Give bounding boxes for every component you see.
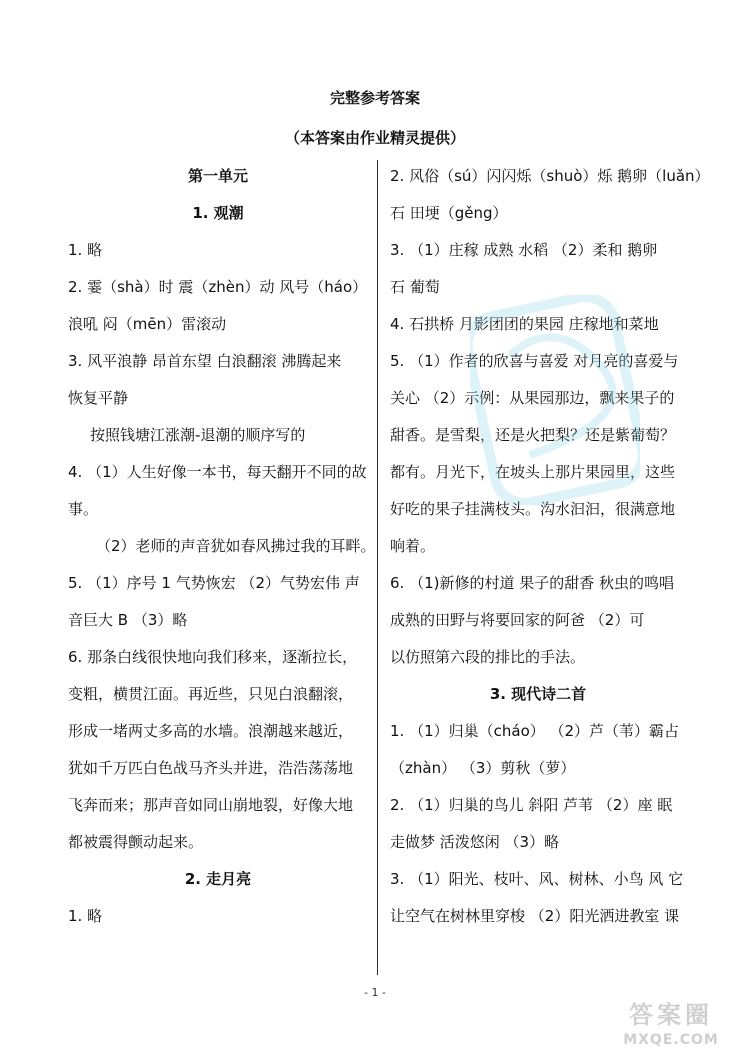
page-subtitle: （本答案由作业精灵提供） (284, 129, 465, 147)
text-line: 3. （1）庄稼 成熟 水稻 （2）柔和 鹅卵 (390, 241, 658, 259)
page-title: 完整参考答案 (329, 89, 420, 107)
text-line: 5. （1）作者的欣喜与喜爱 对月亮的喜爱与 (390, 352, 679, 370)
text-line: 都有。月光下，在坡头上那片果园里，这些 (390, 463, 676, 481)
text-line: 1. 略 (68, 241, 103, 259)
text-line: 走做梦 活泼悠闲 （3）略 (390, 833, 560, 851)
watermark-url: MXQE.COM (623, 1032, 719, 1048)
section-heading: 1. 观潮 (192, 204, 244, 222)
section-heading: 3. 现代诗二首 (489, 685, 587, 703)
text-line: 1. （1）归巢（cháo） （2）芦（苇）霸占 (390, 722, 680, 740)
text-line: 按照钱塘江涨潮-退潮的顺序写的 (90, 426, 306, 444)
column-divider (377, 160, 378, 975)
text-line: 形成一堵两丈多高的水墙。浪潮越来越近， (68, 722, 354, 740)
text-line: 1. 略 (68, 907, 103, 925)
right-column (390, 163, 710, 940)
section-heading: 第一单元 (187, 167, 248, 185)
text-line: 事。 (68, 500, 99, 518)
text-line: 石 葡萄 (390, 278, 440, 296)
text-line: 让空气在树林里穿梭 （2）阳光洒进教室 课 (390, 907, 680, 925)
text-line: 犹如千万匹白色战马齐头并进，浩浩荡荡地 (68, 759, 354, 777)
text-line: 4. （1）人生好像一本书，每天翻开不同的故 (68, 463, 367, 481)
site-watermark-logo (596, 999, 746, 1059)
text-line: 好吃的果子挂满枝头。沟水汩汩，很满意地 (390, 500, 676, 518)
text-line: 变粗，横贯江面。再近些，只见白浪翻滚， (68, 685, 354, 703)
text-line: 3. （1）阳光、枝叶、风、树林、小鸟 风 它 (390, 870, 684, 888)
text-line: 甜香。是雪梨，还是火把梨？还是紫葡萄？ (390, 426, 676, 444)
text-line: 6. （1)新修的村道 果子的甜香 秋虫的鸣唱 (390, 574, 675, 592)
text-line: 5. （1）序号 1 气势恢宏 （2）气势宏伟 声 (68, 574, 360, 592)
text-line: 音巨大 B （3）略 (68, 611, 188, 629)
text-line: 浪吼 闷（mēn）雷滚动 (68, 315, 227, 333)
watermark-text: 答案圈 (629, 1001, 713, 1029)
text-line: 6. 那条白线很快地向我们移来，逐渐拉长， (68, 648, 358, 666)
left-column (68, 163, 376, 940)
text-line: 2. 风俗（sú）闪闪烁（shuò）烁 鹅卵（luǎn） (390, 167, 710, 185)
text-line: 成熟的田野与将要回家的阿爸 （2）可 (390, 611, 645, 629)
text-line: 恢复平静 (68, 389, 129, 407)
text-line: 2. （1）归巢的鸟儿 斜阳 芦苇 （2）座 眠 (390, 796, 673, 814)
section-heading: 2. 走月亮 (184, 870, 252, 888)
text-line: 石 田埂（gěng） (390, 204, 508, 222)
text-line: （2）老师的声音犹如春风拂过我的耳畔。 (96, 537, 376, 555)
text-line: 飞奔而来；那声音如同山崩地裂，好像大地 (68, 796, 354, 814)
text-line: 以仿照第六段的排比的手法。 (390, 648, 586, 666)
text-line: （zhàn） （3）剪秋（萝） (390, 759, 576, 777)
text-line: 关心 （2）示例：从果园那边，飘来果子的 (390, 389, 675, 407)
text-line: 都被震得颤动起来。 (68, 833, 204, 851)
text-line: 3. 风平浪静 昂首东望 白浪翻滚 沸腾起来 (68, 352, 342, 370)
text-line: 2. 霎（shà）时 震（zhèn）动 风号（háo） (68, 278, 368, 296)
text-line: 4. 石拱桥 月影团团的果园 庄稼地和菜地 (390, 315, 659, 333)
text-line: 响着。 (390, 537, 436, 555)
page-number: - 1 - (364, 986, 386, 999)
